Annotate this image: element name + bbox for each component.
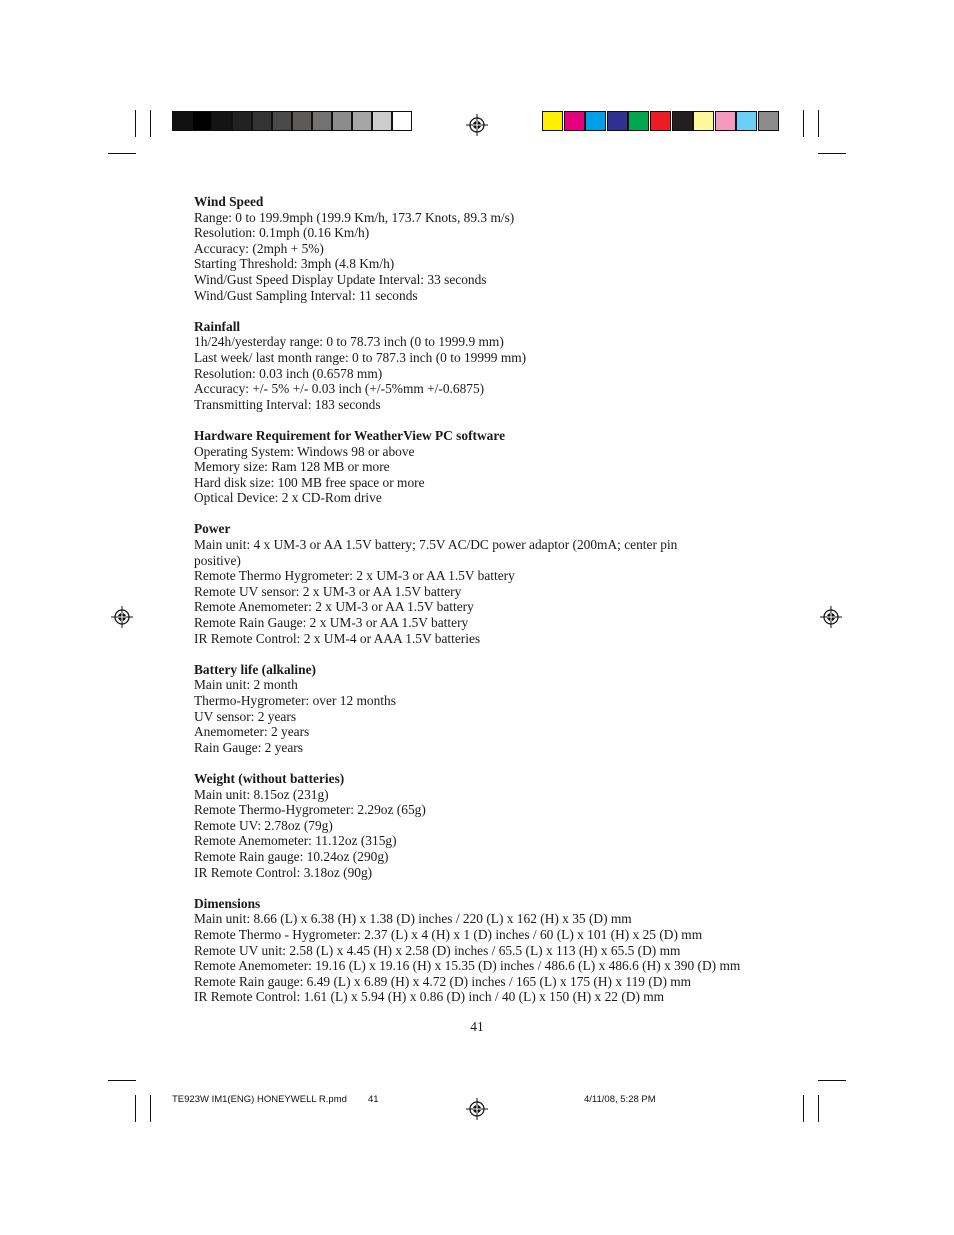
color-swatch bbox=[715, 111, 736, 131]
spec-section bbox=[194, 662, 814, 756]
spec-line: Main unit: 4 x UM-3 or AA 1.5V battery; 7.5V AC/DC power adaptor (200mA; center pin bbox=[194, 537, 678, 553]
spec-line: Wind/Gust Speed Display Update Interval: 33 seconds bbox=[194, 271, 487, 287]
crop-mark bbox=[818, 1095, 819, 1122]
crop-mark bbox=[818, 110, 819, 137]
color-swatch bbox=[212, 111, 232, 131]
spec-section bbox=[194, 521, 814, 646]
spec-line: Main unit: 8.15oz (231g) bbox=[194, 786, 329, 802]
spec-line: Remote Anemometer: 2 x UM-3 or AA 1.5V battery bbox=[194, 599, 474, 615]
section-heading: Power bbox=[194, 521, 231, 537]
spec-section bbox=[194, 771, 814, 880]
registration-mark-icon bbox=[820, 606, 842, 628]
spec-line: Rain Gauge: 2 years bbox=[194, 739, 303, 755]
color-swatch bbox=[607, 111, 628, 131]
spec-line: Transmitting Interval: 183 seconds bbox=[194, 396, 381, 412]
color-swatch bbox=[564, 111, 585, 131]
spec-line: positive) bbox=[194, 552, 241, 568]
color-swatch bbox=[693, 111, 714, 131]
color-swatch bbox=[192, 111, 212, 131]
spec-line: Remote UV: 2.78oz (79g) bbox=[194, 817, 333, 833]
spec-line: Remote Rain gauge: 10.24oz (290g) bbox=[194, 848, 389, 864]
spec-section bbox=[194, 428, 814, 506]
spec-line: Remote Anemometer: 11.12oz (315g) bbox=[194, 833, 397, 849]
spec-line: Remote Rain Gauge: 2 x UM-3 or AA 1.5V battery bbox=[194, 615, 469, 631]
spec-line: IR Remote Control: 2 x UM-4 or AAA 1.5V batteries bbox=[194, 630, 481, 646]
crop-mark bbox=[803, 1095, 804, 1122]
color-swatch bbox=[736, 111, 757, 131]
registration-mark-icon bbox=[466, 1098, 488, 1120]
color-swatch bbox=[758, 111, 779, 131]
spec-line: Remote UV sensor: 2 x UM-3 or AA 1.5V battery bbox=[194, 583, 462, 599]
color-swatch bbox=[392, 111, 412, 131]
spec-line: Main unit: 8.66 (L) x 6.38 (H) x 1.38 (D) inches / 220 (L) x 162 (H) x 35 (D) mm bbox=[194, 911, 632, 927]
crop-mark bbox=[818, 153, 846, 154]
spec-line: Wind/Gust Sampling Interval: 11 seconds bbox=[194, 287, 418, 303]
registration-mark-icon bbox=[111, 606, 133, 628]
spec-line: Anemometer: 2 years bbox=[194, 724, 310, 740]
color-swatch bbox=[232, 111, 252, 131]
color-swatch bbox=[585, 111, 606, 131]
crop-mark bbox=[803, 110, 804, 137]
crop-mark bbox=[108, 153, 136, 154]
spec-line: Hard disk size: 100 MB free space or more bbox=[194, 474, 425, 490]
registration-mark-icon bbox=[466, 114, 488, 136]
spec-line: IR Remote Control: 3.18oz (90g) bbox=[194, 864, 373, 880]
spec-line: 1h/24h/yesterday range: 0 to 78.73 inch (0 to 1999.9 mm) bbox=[194, 334, 504, 350]
spec-line: Remote Thermo-Hygrometer: 2.29oz (65g) bbox=[194, 802, 426, 818]
spec-line: Range: 0 to 199.9mph (199.9 Km/h, 173.7 Knots, 89.3 m/s) bbox=[194, 209, 515, 225]
spec-line: Starting Threshold: 3mph (4.8 Km/h) bbox=[194, 256, 395, 272]
spec-line: Remote Thermo Hygrometer: 2 x UM-3 or AA 1.5V battery bbox=[194, 568, 515, 584]
color-swatch bbox=[272, 111, 292, 131]
color-swatch bbox=[252, 111, 272, 131]
spec-line: Accuracy: +/- 5% +/- 0.03 inch (+/-5%mm +/-0.6875) bbox=[194, 381, 485, 397]
spec-line: Last week/ last month range: 0 to 787.3 inch (0 to 19999 mm) bbox=[194, 349, 527, 365]
section-heading: Hardware Requirement for WeatherView PC software bbox=[194, 427, 506, 443]
color-swatch bbox=[672, 111, 693, 131]
color-swatch bbox=[352, 111, 372, 131]
crop-mark bbox=[135, 110, 136, 137]
page-number: 41 bbox=[470, 1019, 484, 1034]
color-swatch bbox=[292, 111, 312, 131]
section-heading: Battery life (alkaline) bbox=[194, 661, 316, 677]
spec-line: Remote Thermo - Hygrometer: 2.37 (L) x 4 (H) x 1 (D) inches / 60 (L) x 101 (H) x 25 (D) mm bbox=[194, 926, 703, 942]
section-heading: Wind Speed bbox=[194, 194, 264, 209]
color-swatch bbox=[332, 111, 352, 131]
color-swatch bbox=[542, 111, 563, 131]
color-swatch bbox=[628, 111, 649, 131]
spec-line: Operating System: Windows 98 or above bbox=[194, 443, 415, 459]
spec-line: Remote UV unit: 2.58 (L) x 4.45 (H) x 2.58 (D) inches / 65.5 (L) x 113 (H) x 65.5 (D) mm bbox=[194, 942, 681, 958]
footer-datetime: 4/11/08, 5:28 PM bbox=[584, 1094, 656, 1105]
spec-section bbox=[194, 319, 814, 413]
spec-line: Optical Device: 2 x CD-Rom drive bbox=[194, 490, 382, 506]
spec-section bbox=[194, 194, 814, 303]
spec-line: IR Remote Control: 1.61 (L) x 5.94 (H) x 0.86 (D) inch / 40 (L) x 150 (H) x 22 (D) mm bbox=[194, 989, 665, 1005]
spec-line: Resolution: 0.1mph (0.16 Km/h) bbox=[194, 225, 370, 241]
crop-mark bbox=[818, 1080, 846, 1081]
section-heading: Dimensions bbox=[194, 895, 261, 911]
spec-line: Resolution: 0.03 inch (0.6578 mm) bbox=[194, 365, 383, 381]
crop-mark bbox=[135, 1095, 136, 1122]
spec-line: Memory size: Ram 128 MB or more bbox=[194, 459, 390, 475]
footer-filename: TE923W IM1(ENG) HONEYWELL R.pmd bbox=[172, 1094, 347, 1105]
crop-mark bbox=[108, 1080, 136, 1081]
spec-line: Remote Anemometer: 19.16 (L) x 19.16 (H) x 15.35 (D) inches / 486.6 (L) x 486.6 (H) x 390 (D) mm bbox=[194, 958, 741, 974]
spec-section bbox=[194, 896, 814, 1005]
color-swatch bbox=[312, 111, 332, 131]
specifications-content bbox=[194, 194, 814, 1020]
spec-line: Remote Rain gauge: 6.49 (L) x 6.89 (H) x 4.72 (D) inches / 165 (L) x 175 (H) x 119 (D) mm bbox=[194, 973, 692, 989]
spec-line: Thermo-Hygrometer: over 12 months bbox=[194, 693, 396, 708]
color-swatch bbox=[650, 111, 671, 131]
spec-line: Accuracy: (2mph + 5%) bbox=[194, 240, 324, 256]
color-swatch bbox=[372, 111, 392, 131]
section-heading: Rainfall bbox=[194, 318, 241, 334]
color-swatch bbox=[172, 111, 192, 131]
section-heading: Weight (without batteries) bbox=[194, 770, 345, 786]
crop-mark bbox=[150, 110, 151, 137]
spec-line: UV sensor: 2 years bbox=[194, 708, 297, 724]
footer-page: 41 bbox=[368, 1094, 379, 1105]
crop-mark bbox=[150, 1095, 151, 1122]
spec-line: Main unit: 2 month bbox=[194, 677, 298, 693]
